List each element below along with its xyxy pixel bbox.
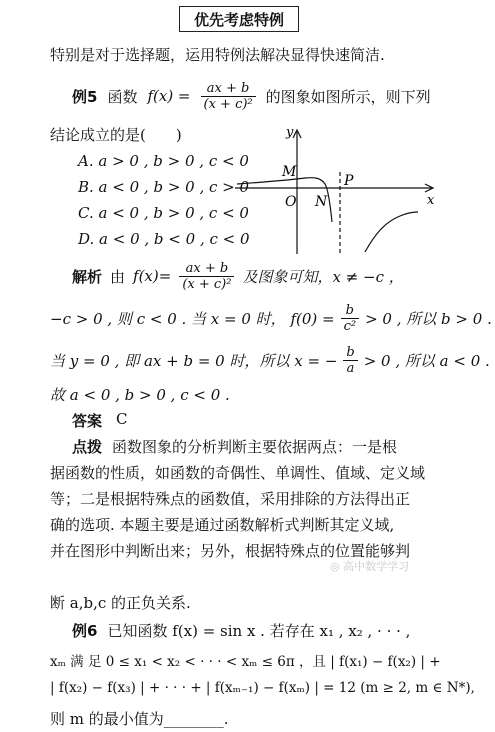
- solution-l1-f: f(x)=: [133, 267, 172, 285]
- example5-fraction: [201, 81, 256, 112]
- example6-text-4: 则 m 的最小值为________.: [50, 710, 229, 728]
- answer-label: 答案: [72, 412, 103, 430]
- solution-l1-fraction: [179, 261, 234, 292]
- solution-l1-denominator: (x + c)²: [182, 276, 232, 292]
- solution-line-1: [72, 256, 404, 296]
- answer-line: [72, 410, 128, 431]
- answer-value: C: [116, 410, 128, 428]
- tip-label: 点拨: [72, 438, 103, 456]
- solution-l1-pre: 由: [110, 267, 126, 286]
- solution-l3-denominator: a: [346, 360, 355, 376]
- watermark-icon: ◎: [330, 560, 340, 573]
- tip-text-2: 据函数的性质，如函数的奇偶性、单调性、值域、定义域: [50, 464, 426, 482]
- graph-label-x: x: [427, 193, 435, 208]
- solution-l3-b: > 0 , 所以 a < 0 .: [363, 351, 490, 370]
- solution-l3-numerator: b: [343, 345, 357, 361]
- example5-stem: [72, 74, 431, 118]
- tip-text-4: 确的选项. 本题主要是通过函数解析式判断其定义域,: [50, 516, 395, 534]
- graph-label-y: y: [286, 125, 294, 140]
- graph-label-p: P: [344, 173, 354, 189]
- option-c: C. a < 0 , b > 0 , c < 0: [78, 204, 249, 222]
- solution-line-3: [50, 340, 490, 380]
- option-b: B. a < 0 , b > 0 , c > 0: [78, 178, 250, 196]
- tip-line-1: [72, 436, 397, 457]
- graph-label-n: N: [315, 194, 328, 210]
- example6-text-3: | f(x₂) − f(x₃) | + · · · + | f(xₘ₋₁) − f(xₘ) | = 12 (m ≥ 2, m ∈ N*),: [50, 680, 475, 696]
- watermark-text: 高中数学学习: [343, 560, 410, 573]
- solution-l2-denominator: c²: [343, 318, 357, 334]
- tip-text-3: 等；二是根据特殊点的函数值，采用排除的方法得出正: [50, 490, 411, 508]
- solution-l3-fraction: [343, 345, 357, 376]
- option-d: D. a < 0 , b < 0 , c < 0: [78, 230, 250, 248]
- example5-denominator: (x + c)²: [203, 96, 253, 112]
- example6-text-1: 已知函数 f(x) = sin x . 若存在 x₁ , x₂ , · · · ,: [107, 622, 411, 640]
- tip-text-1: 函数图象的分析判断主要依据两点：一是根: [112, 438, 398, 456]
- watermark: [330, 558, 409, 574]
- solution-l2-numerator: b: [341, 303, 360, 319]
- example5-label: 例5: [72, 87, 98, 106]
- solution-label: 解析: [72, 267, 103, 286]
- function-graph: [235, 122, 440, 257]
- solution-line-2: [50, 298, 492, 338]
- solution-l3-a: 当 y = 0 , 即 ax + b = 0 时，所以 x = −: [50, 351, 338, 370]
- solution-l2-fraction: [341, 303, 360, 334]
- example6-label: 例6: [72, 622, 98, 640]
- solution-l2-a: −c > 0 , 则 c < 0 . 当 x = 0 时， f(0) =: [50, 309, 335, 328]
- example5-stem-pre: 函数: [107, 87, 138, 106]
- graph-label-o: O: [285, 194, 297, 210]
- section-title: 优先考虑特例: [179, 6, 299, 32]
- example6-text-2: xₘ 满 足 0 ≤ x₁ < x₂ < · · · < xₘ ≤ 6π ，且 | f(x₁) − f(x₂) | +: [50, 654, 441, 670]
- solution-line-4: 故 a < 0 , b > 0 , c < 0 .: [50, 386, 230, 404]
- intro-text: 特别是对于选择题，运用特例法解决显得快速简洁.: [50, 46, 385, 64]
- solution-l1-post: 及图象可知，x ≠ −c ，: [242, 267, 404, 286]
- option-a: A. a > 0 , b > 0 , c < 0: [78, 152, 249, 170]
- example5-stem-post: 的图象如图所示，则下列: [265, 87, 431, 106]
- right-branch-curve: [365, 212, 418, 252]
- solution-l1-numerator: ax + b: [179, 261, 234, 277]
- graph-label-m: M: [282, 164, 297, 180]
- tip-text-5: 并在图形中判断出来；另外，根据特殊点的位置能够判: [50, 542, 411, 560]
- example5-numerator: ax + b: [201, 81, 256, 97]
- example5-function-lhs: f(x) =: [147, 87, 191, 105]
- example5-stem-line2: 结论成立的是( ): [50, 126, 182, 144]
- solution-l2-b: > 0 , 所以 b > 0 .: [365, 309, 492, 328]
- tip-text-last: 断 a,b,c 的正负关系.: [50, 594, 191, 612]
- example6-line-1: [72, 620, 410, 641]
